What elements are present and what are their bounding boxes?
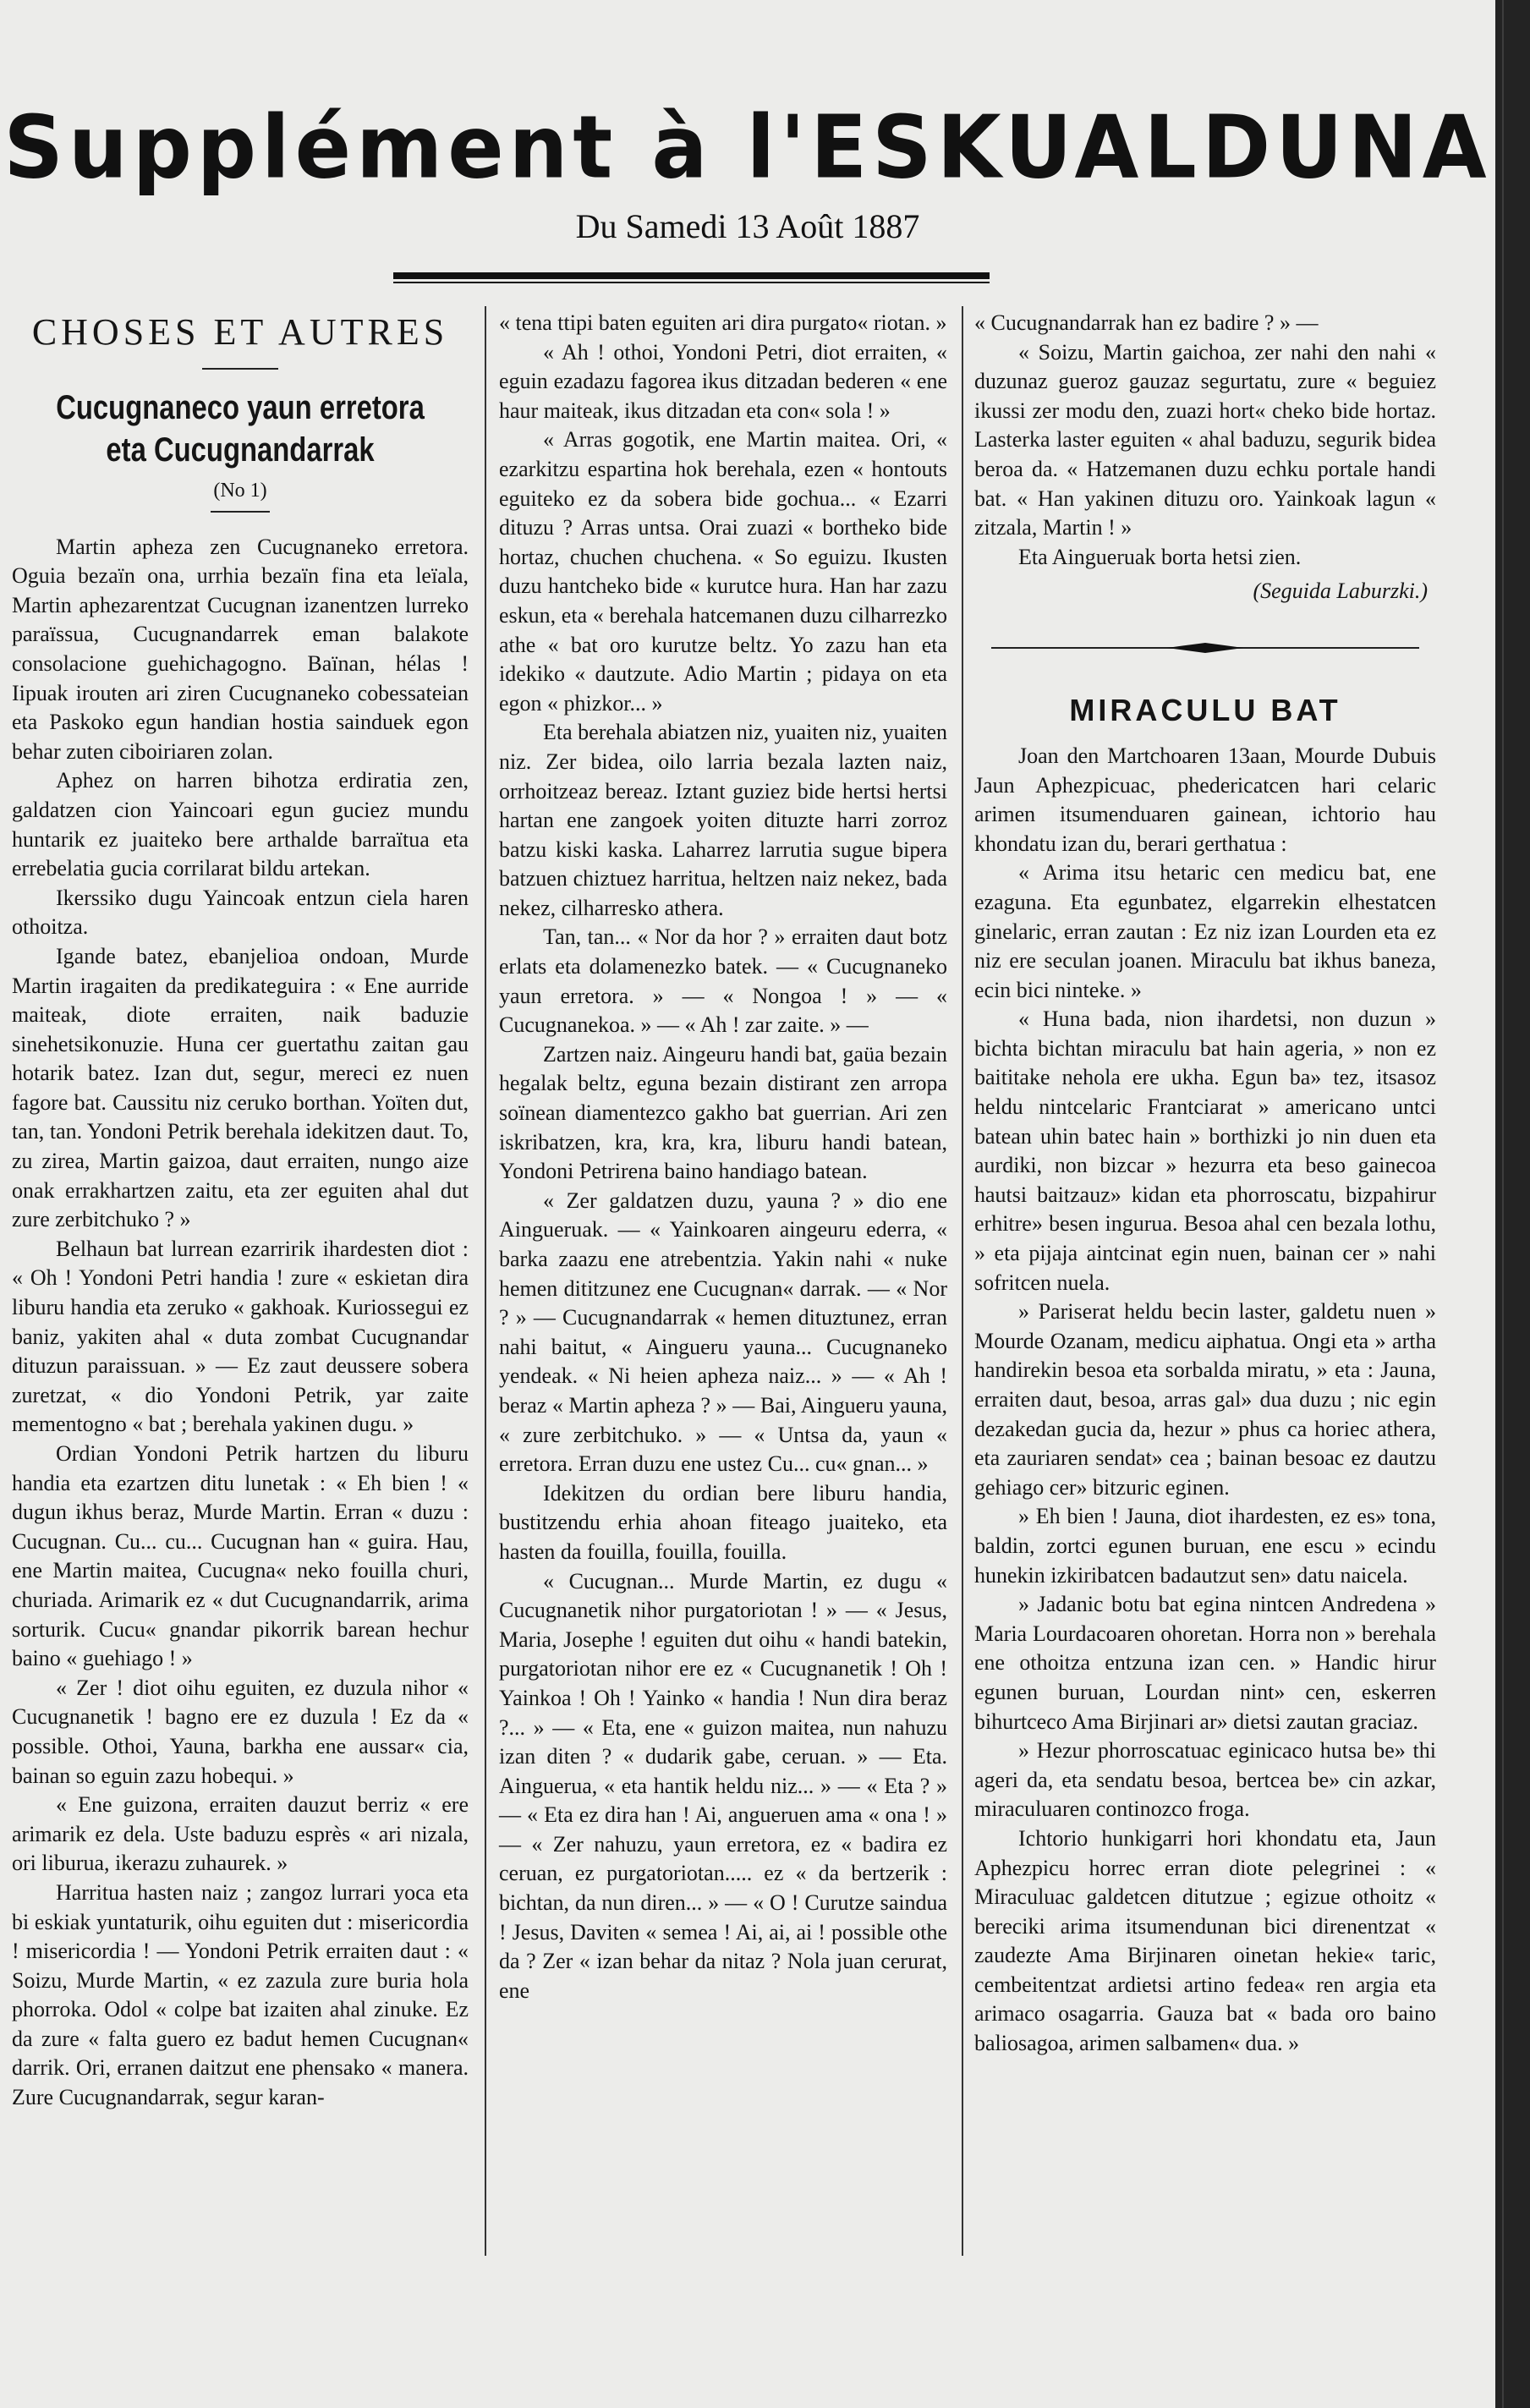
paragraph: » Eh bien ! Jauna, diot ihardesten, ez es» tona, baldin, zortci egunen buruan, ene escu » ecindu hunekin izkiribatcen badautzut sen» datu naicela.: [974, 1504, 1436, 1588]
paragraph: Belhaun bat lurrean ezarririk ihardesten diot : « Oh ! Yondoni Petri handia ! zure « eskietan dira liburu handia eta zeruko « gakhoak. Kuriossegui ez baniz, yakiten ahal « duta zombat Cucugnandar dituzun paraissuan. » — Ez zaut deussere sobera zuretzat, « dio Yondoni Petrik, yar zaite mementogno « bat ; berehala yakinen dugu. »: [12, 1236, 469, 1437]
paragraph: « Zer galdatzen duzu, yauna ? » dio ene Aingueruak. — « Yainkoaren aingeuru ederra, « barka zaazu ene atrebentzia. Yakin nahi « nuke hemen dititzunez ene Cucugnan« darrak. — « Nor ? » — Cucugnandarrak « hemen dituztunez, erran nahi baitut, « Aingueru yauna... Cucugnaneko yendeak. « Ni heien apheza naiz... » — « Ah ! beraz « Martin apheza ? » — Bai, Aingueru yauna, « zure zerbitchuko. » — « Untsa da, yaun « erretora. Erran duzu ene ustez Cu... cu« gnan... »: [499, 1188, 947, 1477]
paragraph: « Cucugnandarrak han ez badire ? » —: [974, 310, 1319, 335]
divider-diamond: [1167, 643, 1243, 653]
paragraph: « tena ttipi baten eguiten ari dira purgato« riotan. »: [499, 310, 947, 335]
paragraph: Martin apheza zen Cucugnaneko erretora. Oguia bezaïn ona, urrhia bezaïn fina eta leïala, Martin aphezarentzat Cucugnan izanentzen lurreko paraïssua, Cucugnandarrek eman balakote consolacione guehichagogno. Baïnan, hélas ! Iipuak irouten ari ziren Cucugnaneko cobessateian eta Paskoko egun handian hostia sainduek egon behar zuten ciboiriaren zolan.: [12, 534, 469, 764]
paragraph: « Soizu, Martin gaichoa, zer nahi den nahi « duzunaz gueroz gauzaz segurtatu, zure « beguiez ikussi zer modu den, zuazi hort« cheko bide hortaz. Lasterka laster eguiten « ahal baduzu, segurik bidea beroa da. « Hatzemanen duzu echku portale handi bat. « Han yakinen dituzu oro. Yainkoak lagun « zitzala, Martin ! »: [974, 339, 1436, 540]
article-title: Cucugnaneco yaun erretora: [56, 389, 425, 426]
paragraph: Aphez on harren bihotza erdiratia zen, galdatzen cion Yaincoari egun guciez mundu huntarik ez juaiteko bere arthalde barraïtua eta errebelatia gucia corrilarat bildu artekan.: [12, 768, 469, 881]
paragraph: Eta berehala abiatzen niz, yuaiten niz, yuaiten niz. Zer bidea, oilo larria bezala lazten naiz, orrhoitzeaz bereaz. Iztant guziez bide hertsi hertsi hartan ene zangoek yoiten dituzte harri zorroz batzu kiski kaska. Laharrez larrutia sugue bipera batzuen chiztuez harritua, heltzen naiz nekez, bada nekez, cilharresko athera.: [499, 720, 947, 920]
paragraph: Tan, tan... « Nor da hor ? » erraiten daut botz erlats eta dolamenezko batek. — « Cucugnaneko yaun erretora. » — « Nongoa ! » — « Cucugnanekoa. » — « Ah ! zar zaite. » —: [499, 924, 947, 1038]
paragraph: « Cucugnan... Murde Martin, ez dugu « Cucugnanetik nihor purgatoriotan ! » — « Jesus, Maria, Josephe ! eguiten dut oihu « handi batekin, purgatoriotan nihor ere ez « Cucugnanetik ! Oh ! Yainkoa ! Oh ! Yainko « handia ! Nun dira beraz ?... » — « Eta, ene « guizon maitea, nun nahuzu izan diten ? « dudarik gabe, ceruan. » — Eta. Aingueruа, « eta hantik heldu niz... » — « Eta ? » — « Eta ez dira han ! Ai, angueruen ama « ona ! » — « Zer nahuzu, yaun erretora, ez « badira ez ceruan, ez purgatoriotan..... ez « da bertzerik : bichtan, da nun diren... » — « O ! Curutze saindua ! Jesus, Daviten « semea ! Ai, ai, ai ! possible othe da ? Zer « izan behar da nitaz ? Nola juan cerurat, ene: [499, 1568, 947, 2003]
column-3: [974, 309, 1436, 2059]
paragraph: Harritua hasten naiz ; zangoz lurrari yoca eta bi eskiak yuntaturik, oihu eguiten dut : misericordia ! misericordia ! — Yondoni Petrik erraiten daut : « Soizu, Murde Martin, « ez zazula zure buria hola phorroka. Odol « colpe bat izaiten ahal zinuke. Ez da zure « falta guero ez badut hemen Cucugnan« darrik. Ori, erranen daitzut ene phensako « manera. Zure Cucugnandarrak, segur karan-: [12, 1879, 469, 2110]
paragraph: » Jadanic botu bat egina nintcen Andredena » Maria Lourdacoaren ohoretan. Horra non » berehala ene othoitza entzuna izan cen. » Handic hirur egunen buruan, Lourdan nint» cen, eskerren bihurtceco Ama Birjinari ar» dietsi zautan graciaz.: [974, 1592, 1436, 1734]
paragraph: » Hezur phorroscatuac eginicaco hutsa be» thi ageri da, eta sendatu besoa, bertcea be» cin azkar, miraculuaren continozco froga.: [974, 1738, 1436, 1822]
paragraph: Ichtorio hunkigarri hori khondatu eta, Jaun Aphezpicu horrec erran diote pelegrinei : « Miraculuac galdetcen ditutzue ; egizue othoitz « bereciki arima itsumendunan bici direnentzat « zaudezte Ama Birjinaren oinetan hekie« taric, cembeitentzat ardietsi artino fedea« ren argia eta arimaco osagarria. Gauza bat « bada oro baino baliosagoa, arimen salbamen« dua. »: [974, 1825, 1436, 2056]
paragraph: Zartzen naiz. Aingeuru handi bat, gaüa bezain hegalak beltz, eguna bezain distirant zen arropa soïnean diamentezco gakho bat guerrian. Ari zen iskribatzen, kra, kra, kra, liburu handi batean, Yondoni Petrirena baino handiago batean.: [499, 1041, 947, 1184]
paragraph: » Pariserat heldu becin laster, galdetu nuen » Mourde Ozanam, medicu aiphatua. Ongi eta » artha handirekin besoa eta sorbalda miratu, » eta : Jauna, erraiten daut, besoa, arras gal» dua duzu ; nic egin dezakedan gucia da, hezur » phus ca horiec athera, eta zauriaren sendat» cea ; bainan besoac ez dautzu gehiago cer» bitzuric eginen.: [974, 1299, 1436, 1500]
paragraph: « Arima itsu hetaric cen medicu bat, ene ezaguna. Eta egunbatez, elgarrekin elhestatcen ginelaric, erran zautan : Ez niz izan Lourden eta ez niz ere seculan joanen. Miraculu bat ikhus baneza, ecin bici ninteke. »: [974, 860, 1436, 1002]
scan-edge: [1495, 0, 1530, 2408]
paragraph: Joan den Martchoaren 13aan, Mourde Dubuis Jaun Aphezpicuac, phedericatcen hari celaric arimen itsumenduaren gainean, ichtorio hau khondatu izan du, berari gerthatua :: [974, 743, 1436, 856]
column-divider: [962, 306, 963, 2256]
scan-edge-line: [1502, 0, 1504, 2408]
paragraph: « Ah ! othoi, Yondoni Petri, diot erraiten, « eguin ezadazu fagorea ikus ditzadan bederen « ene haur maiteak, ikus ditzadan eta con« sola ! »: [499, 339, 947, 423]
paragraph: Idekitzen du ordian bere liburu handia, bustitzendu erhia ahoan fiteago juaiteko, eta hasten da fouilla, fouilla, fouilla.: [499, 1480, 947, 1564]
article-title-miracle: MIRACULU BAT: [1069, 692, 1341, 727]
column-1: [12, 309, 469, 2113]
header-rule-thin: [393, 282, 990, 283]
paragraph: Igande batez, ebanjelioa ondoan, Murde Martin iragaiten da predikateguira : « Ene aurride maiteak, diote erraiten, naik baduzie sinehetsikonuzie. Huna cer guertathu zaitan gau hotarik batez. Izan dut, segur, mereci ez nuen fagore bat. Caussitu niz ceruko borthan. Yoïten dut, tan, tan. Yondoni Petrik berehala idekitzen daut. To, zu zirea, Martin gaizoa, daut erraiten, nungo aize onak errakhartzen zaitu, eta zer eguiten ahal dut zure zerbitchuko ? »: [12, 943, 469, 1232]
title-rule: [202, 368, 278, 370]
column-2: [499, 309, 947, 2005]
paragraph: « Zer ! diot oihu eguiten, ez duzula nihor « Cucugnanetik ! bagno ere ez duzula ! Ez da « possible. Othoi, Yauna, barkha ene aussar« cia, bainan so eguin zazu hobequi. »: [12, 1675, 469, 1788]
title-rule: [211, 511, 270, 513]
paragraph: Ordian Yondoni Petrik hartzen du liburu handia eta ezartzen ditu lunetak : « Eh bien ! « dugun ikhus beraz, Murde Martin. Erran « duzu : Cucugnan. Cu... cu... Cucugnan han « guira. Hau, ene Martin maitea, Cucugna« neko fouilla churi, churiada. Arimarik ez « dut Cucugnandarrik, arima sorturik. Cucu« gnandar pikorrik barean hechur baino « guehiago ! »: [12, 1441, 469, 1671]
masthead: Supplément à l'ESKUALDUNA: [3, 97, 1492, 199]
article-number: (No 1): [213, 480, 267, 502]
article-title: eta Cucugnandarrak: [106, 431, 375, 469]
paragraph: « Huna bada, nion ihardetsi, non duzun » bichta bichtan miraculu bat hain ageria, » non ez baititake nehola ere ukha. Egun ba» tez, itsasoz heldu nintcelaric Frantciarat » americano untci batean uhin batec hain » borthizki jo nin duen eta aurdiki, non bizcar » hezurra eta beso gainecoa hautsi baitzauz» kidan eta phorroscatu, bizpahirur erhitre» besen ingurua. Besoa ahal cen bezala lothu, » eta pijaja aintcinat egin nuen, bainan cer » nahi sofritcen nuela.: [974, 1007, 1436, 1295]
paragraph: « Ene guizona, erraiten dauzut berriz « ere arimarik ez dela. Uste baduzu esprès « ari nizala, ori liburua, ikerazu zuhaurek. »: [12, 1792, 469, 1876]
dateline: Du Samedi 13 Août 1887: [575, 207, 920, 245]
column-divider: [485, 306, 486, 2256]
paragraph: « Arras gogotik, ene Martin maitea. Ori, « ezarkitzu espartina hok berehala, ezen « hontouts eguiteko ez da sobera bide gochua... « Ezarri dituzu ? Arras untsa. Orai zuazi « bortheko bide hortaz, chuchen chuchena. « So eguizu. Ikusten duzu hantcheko bide « kurutce hura. Han har zazu eskun, eta « berehala hatcemanen duzu cilharrezko athe « bat oro kurutze beltz. Yo zazu han eta idekiko « dautzute. Adio Martin ; pidaya on eta egon « phizkor... »: [499, 427, 947, 716]
ornamental-divider: [991, 642, 1419, 654]
section-title: CHOSES ET AUTRES: [31, 311, 449, 353]
header-rule: [393, 272, 990, 279]
article-signature: (Seguida Laburzki.): [1253, 579, 1428, 604]
paragraph: Eta Aingueruak borta hetsi zien.: [1018, 544, 1302, 569]
paragraph: Ikerssiko dugu Yaincoak entzun ciela haren othoitza.: [12, 885, 469, 940]
